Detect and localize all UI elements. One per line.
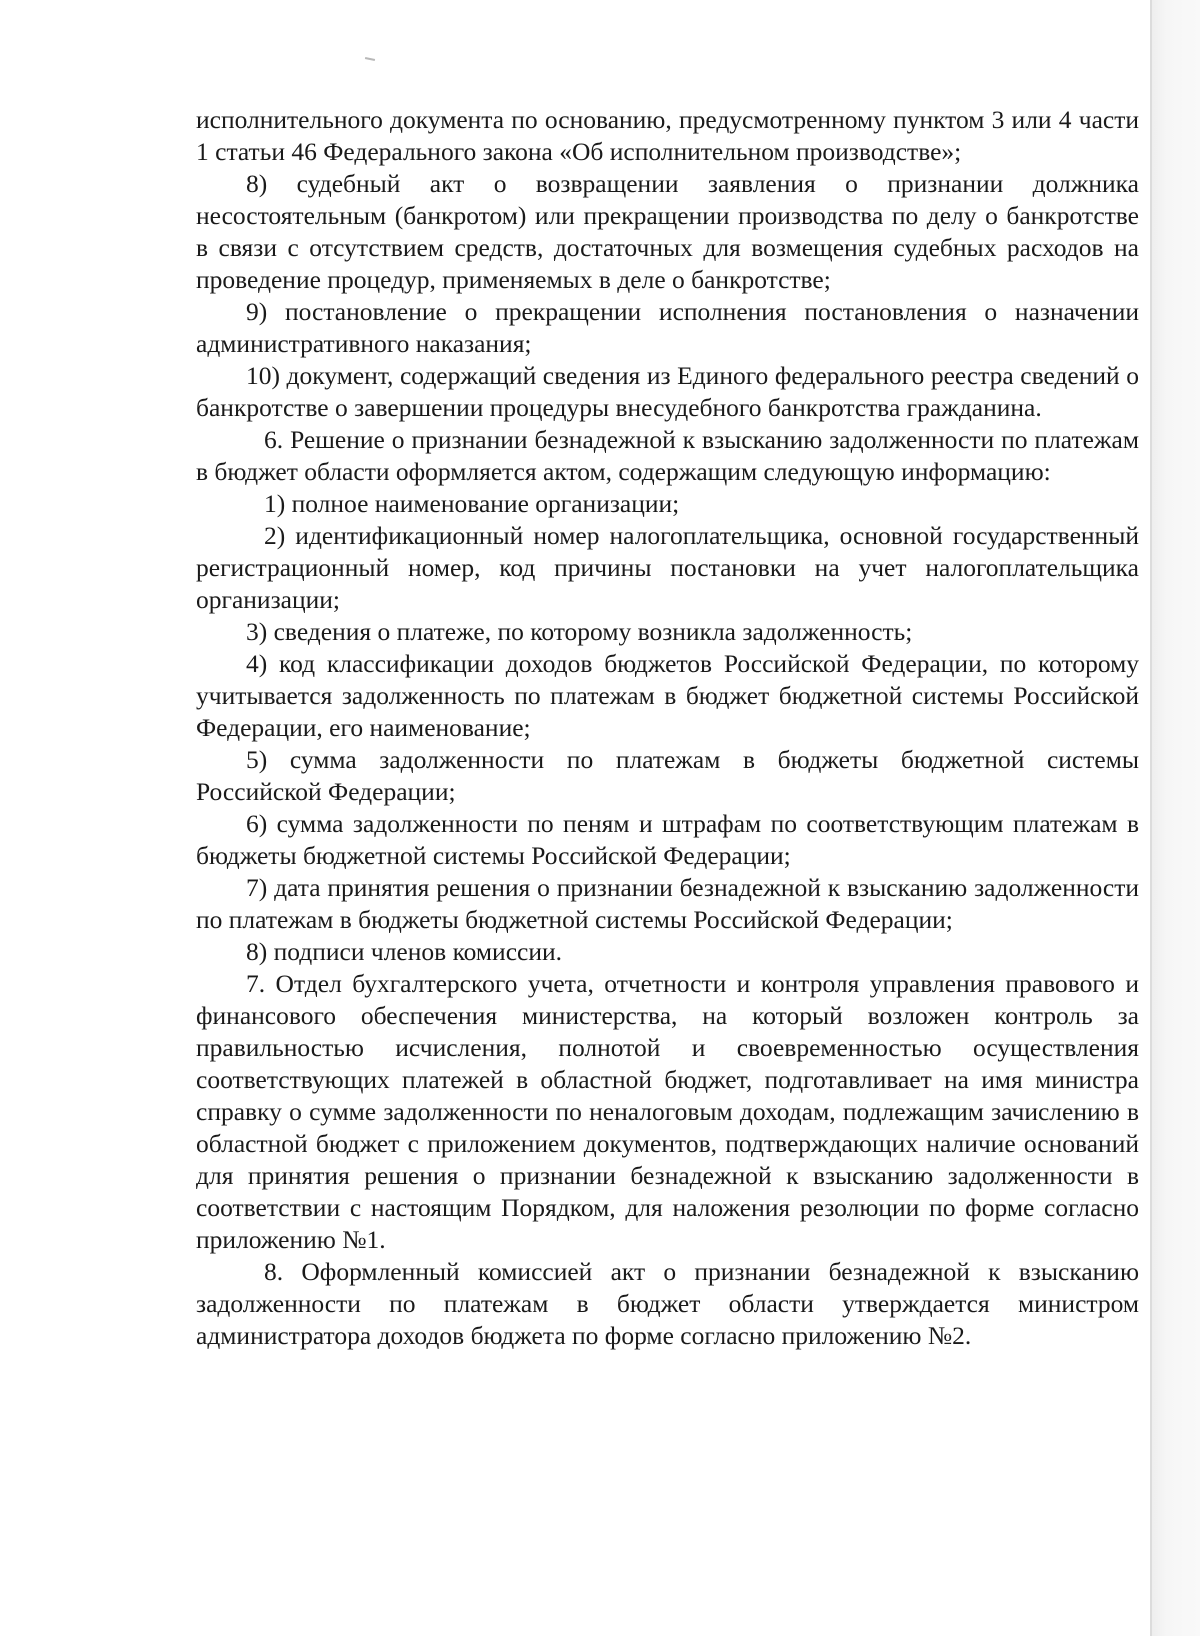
list-item-10: 10) документ, содержащий сведения из Единого федерального реестра сведений о банкротстве о завершении процедуры внесудебного банкротства гражданина. — [196, 361, 1139, 422]
clause-6-item-1: 1) полное наименование организации; — [264, 489, 680, 518]
page-edge-shadow — [1150, 0, 1200, 1636]
list-item-8: 8) судебный акт о возвращении заявления о признании должника несостоятельным (банкротом) или прекращении производства по делу о банкротстве в связи с отсутствием средств, достаточных для возмещения судебных расходов на проведение процедур, применяемых в деле о банкротстве; — [196, 169, 1139, 294]
clause-6: 6. Решение о признании безнадежной к взысканию задолженности по платежам в бюджет области оформляется актом, содержащим следующую информацию: — [196, 425, 1139, 486]
scan-speck — [365, 57, 375, 61]
list-item-9: 9) постановление о прекращении исполнения постановления о назначении административного наказания; — [196, 297, 1139, 358]
clause-6-item-6: 6) сумма задолженности по пеням и штрафам по соответствующим платежам в бюджеты бюджетной системы Российской Федерации; — [196, 809, 1139, 870]
clause-6-item-4: 4) код классификации доходов бюджетов Российской Федерации, по которому учитывается задолженность по платежам в бюджет бюджетной системы Российской Федерации, его наименование; — [196, 649, 1139, 742]
clause-6-item-8: 8) подписи членов комиссии. — [246, 937, 563, 966]
document-body — [196, 104, 1139, 1352]
paragraph-continuation: исполнительного документа по основанию, предусмотренному пунктом 3 или 4 части 1 статьи 46 Федерального закона «Об исполнительном производстве»; — [196, 105, 1139, 166]
clause-6-item-7: 7) дата принятия решения о признании безнадежной к взысканию задолженности по платежам в бюджеты бюджетной системы Российской Федерации; — [196, 873, 1139, 934]
clause-7: 7. Отдел бухгалтерского учета, отчетности и контроля управления правового и финансового обеспечения министерства, на который возложен контроль за правильностью исчисления, полнотой и своевременностью осуществления соответствующих платежей в областной бюджет, подготавливает на имя министра справку о сумме задолженности по неналоговым доходам, подлежащим зачислению в областной бюджет с приложением документов, подтверждающих наличие оснований для принятия решения о признании безнадежной к взысканию задолженности в соответствии с настоящим Порядком, для наложения резолюции по форме согласно приложению №1. — [196, 969, 1139, 1254]
clause-8: 8. Оформленный комиссией акт о признании безнадежной к взысканию задолженности по платежам в бюджет области утверждается министром администратора доходов бюджета по форме согласно приложению №2. — [196, 1257, 1139, 1350]
clause-6-item-3: 3) сведения о платеже, по которому возникла задолженность; — [246, 617, 913, 646]
clause-6-item-2: 2) идентификационный номер налогоплательщика, основной государственный регистрационный номер, код причины постановки на учет налогоплательщика организации; — [196, 521, 1139, 614]
clause-6-item-5: 5) сумма задолженности по платежам в бюджеты бюджетной системы Российской Федерации; — [196, 745, 1139, 806]
